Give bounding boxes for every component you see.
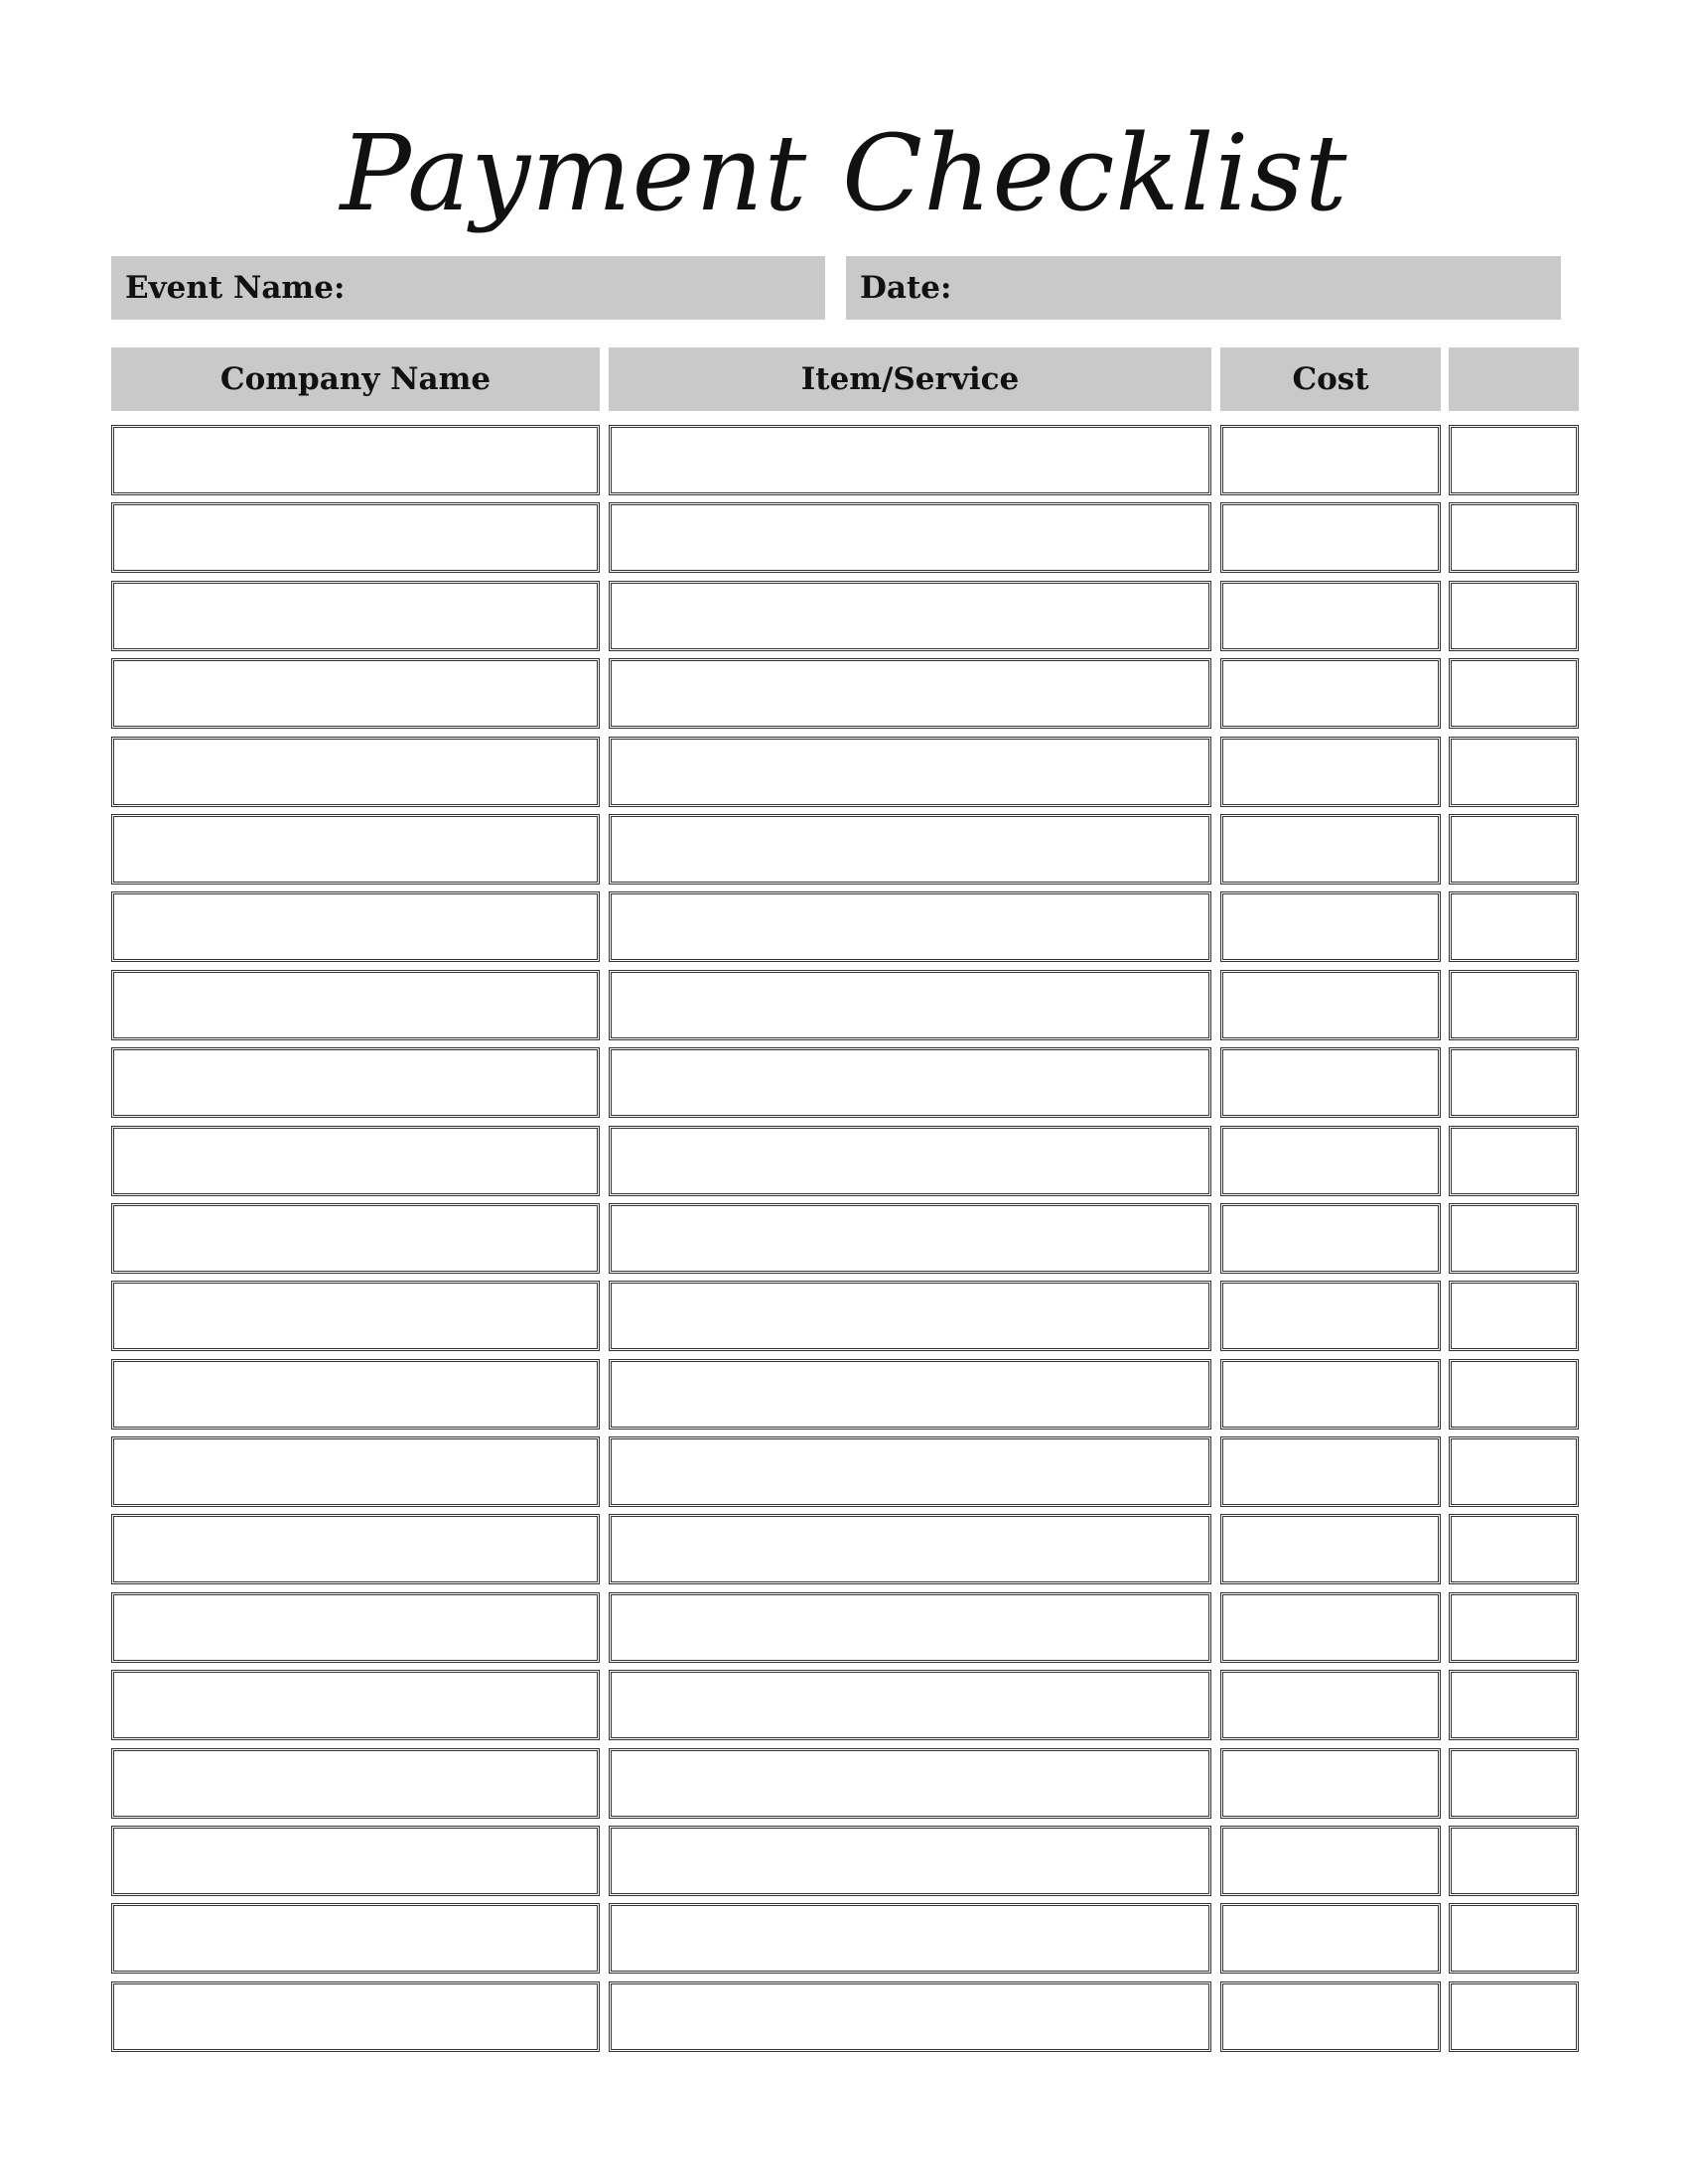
page-title: Payment Checklist [340,112,1348,234]
table-row [111,1359,1579,1436]
table-row [111,1592,1579,1670]
company-name-cell[interactable] [111,1748,600,1819]
company-name-cell[interactable] [111,1047,600,1118]
table-row [111,1981,1579,2059]
checkbox-cell[interactable] [1449,737,1579,807]
cost-cell[interactable] [1220,1748,1441,1819]
cost-cell[interactable] [1220,1670,1441,1740]
cost-cell[interactable] [1220,1203,1441,1274]
item-service-cell[interactable] [609,891,1211,962]
payment-table [111,425,1579,2059]
table-row [111,425,1579,502]
cost-cell[interactable] [1220,425,1441,495]
company-name-cell[interactable] [111,581,600,651]
item-service-cell[interactable] [609,737,1211,807]
checkbox-cell[interactable] [1449,1514,1579,1584]
company-name-cell[interactable] [111,970,600,1040]
cost-cell[interactable] [1220,1281,1441,1351]
table-row [111,1903,1579,1980]
company-name-cell[interactable] [111,1592,600,1663]
item-service-cell[interactable] [609,581,1211,651]
cost-cell[interactable] [1220,1126,1441,1196]
date-label: Date: [860,270,952,306]
table-row [111,1047,1579,1125]
cost-cell[interactable] [1220,1359,1441,1430]
item-service-cell[interactable] [609,1203,1211,1274]
checkbox-cell[interactable] [1449,891,1579,962]
date-field[interactable] [846,256,1561,320]
checkbox-cell[interactable] [1449,1826,1579,1896]
cost-cell[interactable] [1220,1047,1441,1118]
table-row [111,1281,1579,1358]
checkbox-cell[interactable] [1449,1748,1579,1819]
column-header-company-name: Company Name [111,347,600,411]
company-name-cell[interactable] [111,1670,600,1740]
cost-cell[interactable] [1220,1981,1441,2052]
cost-cell[interactable] [1220,1826,1441,1896]
checkbox-cell[interactable] [1449,658,1579,729]
table-row [111,1748,1579,1826]
company-name-cell[interactable] [111,1203,600,1274]
checkbox-cell[interactable] [1449,1047,1579,1118]
cost-cell[interactable] [1220,891,1441,962]
company-name-cell[interactable] [111,1903,600,1974]
item-service-cell[interactable] [609,1281,1211,1351]
cost-cell[interactable] [1220,737,1441,807]
table-row [111,1826,1579,1903]
item-service-cell[interactable] [609,1670,1211,1740]
checkbox-cell[interactable] [1449,425,1579,495]
cost-cell[interactable] [1220,581,1441,651]
table-row [111,658,1579,736]
item-service-cell[interactable] [609,1436,1211,1507]
company-name-cell[interactable] [111,814,600,885]
company-name-cell[interactable] [111,658,600,729]
event-name-label: Event Name: [125,270,346,306]
checkbox-cell[interactable] [1449,1203,1579,1274]
checkbox-cell[interactable] [1449,1670,1579,1740]
cost-cell[interactable] [1220,1592,1441,1663]
cost-cell[interactable] [1220,658,1441,729]
table-row [111,1514,1579,1591]
checkbox-cell[interactable] [1449,1281,1579,1351]
item-service-cell[interactable] [609,1826,1211,1896]
table-row [111,891,1579,969]
checkbox-cell[interactable] [1449,1592,1579,1663]
company-name-cell[interactable] [111,1826,600,1896]
table-row [111,1670,1579,1747]
table-row [111,814,1579,891]
table-row [111,502,1579,580]
checkbox-cell[interactable] [1449,1903,1579,1974]
item-service-cell[interactable] [609,970,1211,1040]
item-service-cell[interactable] [609,1748,1211,1819]
checkbox-cell[interactable] [1449,814,1579,885]
cost-cell[interactable] [1220,1903,1441,1974]
checkbox-cell[interactable] [1449,581,1579,651]
cost-cell[interactable] [1220,1514,1441,1584]
table-row [111,1126,1579,1203]
item-service-cell[interactable] [609,1047,1211,1118]
table-row [111,581,1579,658]
company-name-cell[interactable] [111,1359,600,1430]
item-service-cell[interactable] [609,1592,1211,1663]
item-service-cell[interactable] [609,1903,1211,1974]
company-name-cell[interactable] [111,1436,600,1507]
event-name-field[interactable] [111,256,825,320]
item-service-cell[interactable] [609,1981,1211,2052]
cost-cell[interactable] [1220,502,1441,573]
company-name-cell[interactable] [111,891,600,962]
table-row [111,737,1579,814]
checkbox-cell[interactable] [1449,502,1579,573]
column-header-item-service: Item/Service [609,347,1211,411]
item-service-cell[interactable] [609,814,1211,885]
company-name-cell[interactable] [111,502,600,573]
company-name-cell[interactable] [111,737,600,807]
cost-cell[interactable] [1220,970,1441,1040]
company-name-cell[interactable] [111,1981,600,2052]
column-header-check [1449,347,1579,411]
table-row [111,1436,1579,1514]
company-name-cell[interactable] [111,1514,600,1584]
company-name-cell[interactable] [111,1281,600,1351]
table-row [111,1203,1579,1281]
table-row [111,970,1579,1047]
checkbox-cell[interactable] [1449,1126,1579,1196]
checkbox-cell[interactable] [1449,1359,1579,1430]
item-service-cell[interactable] [609,1126,1211,1196]
item-service-cell[interactable] [609,1514,1211,1584]
cost-cell[interactable] [1220,814,1441,885]
cost-cell[interactable] [1220,1436,1441,1507]
item-service-cell[interactable] [609,658,1211,729]
checkbox-cell[interactable] [1449,970,1579,1040]
item-service-cell[interactable] [609,425,1211,495]
checkbox-cell[interactable] [1449,1981,1579,2052]
item-service-cell[interactable] [609,1359,1211,1430]
company-name-cell[interactable] [111,425,600,495]
checkbox-cell[interactable] [1449,1436,1579,1507]
company-name-cell[interactable] [111,1126,600,1196]
item-service-cell[interactable] [609,502,1211,573]
column-header-cost: Cost [1220,347,1441,411]
